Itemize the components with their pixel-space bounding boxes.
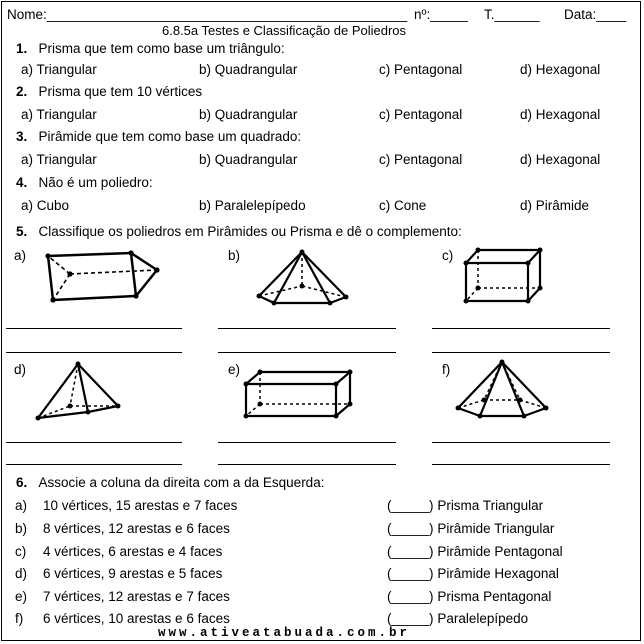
class-blank[interactable]: ______ [494, 7, 540, 22]
match-letter: d) [15, 566, 28, 581]
match-blank[interactable]: (_____) [387, 521, 434, 536]
answer-line-f2[interactable] [432, 464, 610, 465]
match-letter: a) [15, 498, 28, 513]
match-right-3 [387, 544, 563, 560]
worksheet [1, 1, 641, 641]
shape-label-e: e) [228, 362, 241, 377]
answer-line-e2[interactable] [218, 464, 396, 465]
q1-option-c[interactable]: c) Pentagonal [379, 62, 463, 77]
name-blank[interactable]: ________________________________________________ [46, 7, 408, 22]
question-number: 3. [16, 129, 28, 144]
answer-line-a1[interactable] [6, 328, 182, 329]
q4-option-b[interactable]: b) Paralelepípedo [199, 198, 306, 213]
q4-option-c[interactable]: c) Cone [379, 198, 427, 213]
question-number: 4. [16, 175, 28, 190]
answer-line-f1[interactable] [432, 442, 610, 443]
class-field [484, 7, 540, 23]
match-blank[interactable]: (_____) [387, 498, 434, 513]
match-text: 7 vértices, 12 arestas e 7 faces [43, 589, 230, 604]
match-right-4 [387, 566, 559, 582]
match-text: 6 vértices, 9 arestas e 5 faces [43, 566, 223, 581]
question-4 [16, 175, 153, 191]
answer-line-a2[interactable] [6, 352, 182, 353]
question-text: Classifique os poliedros em Pirâmides ou Prisma e dê o complemento: [38, 224, 462, 239]
shape-label-d: d) [14, 362, 27, 377]
answer-line-d1[interactable] [6, 442, 182, 443]
q4-option-d[interactable]: d) Pirâmide [520, 198, 590, 213]
triangular-prism-figure [42, 248, 167, 310]
number-label: nº: [414, 7, 431, 22]
match-option: Pirâmide Triangular [437, 521, 555, 536]
q1-option-a[interactable]: a) Triangular [21, 62, 97, 77]
question-number: 1. [16, 41, 28, 56]
match-left-c [15, 544, 222, 560]
q2-option-d[interactable]: d) Hexagonal [520, 107, 601, 122]
match-option: Paralelepípedo [437, 611, 529, 626]
match-letter: b) [15, 521, 28, 536]
question-6 [16, 475, 324, 491]
match-text: 6 vértices, 10 arestas e 6 faces [43, 611, 230, 626]
question-1 [16, 41, 285, 57]
match-right-1 [387, 498, 543, 514]
shape-label-f: f) [442, 362, 451, 377]
number-blank[interactable]: _____ [430, 7, 468, 22]
match-blank[interactable]: (_____) [387, 544, 434, 559]
question-number: 2. [16, 84, 28, 99]
match-option: Pirâmide Pentagonal [437, 544, 563, 559]
q3-option-c[interactable]: c) Pentagonal [379, 152, 463, 167]
question-3 [16, 129, 301, 145]
answer-line-b2[interactable] [218, 352, 396, 353]
q3-option-b[interactable]: b) Quadrangular [199, 152, 298, 167]
hexagonal-pyramid-figure [454, 358, 550, 420]
square-pyramid-figure [34, 360, 130, 424]
footer-site[interactable]: www.ativeatabuada.com.br [158, 626, 411, 640]
q2-option-a[interactable]: a) Triangular [21, 107, 97, 122]
question-text: Pirâmide que tem como base um quadrado: [38, 129, 302, 144]
answer-line-d2[interactable] [6, 464, 182, 465]
match-left-b [15, 521, 230, 537]
q3-option-d[interactable]: d) Hexagonal [520, 152, 601, 167]
answer-line-b1[interactable] [218, 328, 396, 329]
match-letter: e) [15, 589, 28, 604]
match-right-6 [387, 611, 528, 627]
cube-figure [462, 246, 548, 306]
match-blank[interactable]: (_____) [387, 566, 434, 581]
shape-label-a: a) [14, 248, 27, 263]
class-label: T. [484, 7, 495, 22]
question-5 [16, 224, 462, 240]
match-left-f [15, 611, 230, 627]
answer-line-e1[interactable] [218, 442, 396, 443]
match-right-5 [387, 589, 551, 605]
q4-option-a[interactable]: a) Cubo [21, 198, 70, 213]
question-text: Prisma que tem como base um triângulo: [38, 41, 285, 56]
date-field [564, 7, 626, 23]
match-option: Pirâmide Hexagonal [437, 566, 559, 581]
pentagonal-pyramid-figure [252, 248, 352, 306]
answer-line-c1[interactable] [432, 328, 610, 329]
match-option: Prisma Triangular [437, 498, 544, 513]
match-blank[interactable]: (_____) [387, 611, 434, 626]
match-letter: f) [15, 611, 24, 626]
question-2 [16, 84, 202, 100]
q1-option-d[interactable]: d) Hexagonal [520, 62, 601, 77]
question-text: Não é um poliedro: [38, 175, 153, 190]
match-left-d [15, 566, 222, 582]
match-left-a [15, 498, 237, 514]
q2-option-c[interactable]: c) Pentagonal [379, 107, 463, 122]
q2-option-b[interactable]: b) Quadrangular [199, 107, 298, 122]
rectangular-prism-figure [242, 368, 358, 420]
match-left-e [15, 589, 230, 605]
shape-label-c: c) [442, 248, 454, 263]
question-number: 6. [16, 475, 28, 490]
name-label: Nome: [7, 7, 47, 22]
date-label: Data: [564, 7, 597, 22]
match-right-2 [387, 521, 554, 537]
answer-line-c2[interactable] [432, 352, 610, 353]
match-text: 10 vértices, 15 arestas e 7 faces [43, 498, 238, 513]
match-letter: c) [15, 544, 27, 559]
question-number: 5. [16, 224, 28, 239]
date-blank[interactable]: ____ [596, 7, 627, 22]
number-field [414, 7, 468, 23]
q1-option-b[interactable]: b) Quadrangular [199, 62, 298, 77]
header-row [7, 7, 407, 23]
question-text: Prisma que tem 10 vértices [38, 84, 203, 99]
page-title: 6.8.5a Testes e Classificação de Poliedros [162, 23, 407, 38]
match-blank[interactable]: (_____) [387, 589, 434, 604]
match-text: 8 vértices, 12 arestas e 6 faces [43, 521, 230, 536]
q3-option-a[interactable]: a) Triangular [21, 152, 97, 167]
question-text: Associe a coluna da direita com a da Esquerda: [38, 475, 325, 490]
match-option: Prisma Pentagonal [437, 589, 552, 604]
shape-label-b: b) [228, 248, 241, 263]
match-text: 4 vértices, 6 arestas e 4 faces [43, 544, 223, 559]
